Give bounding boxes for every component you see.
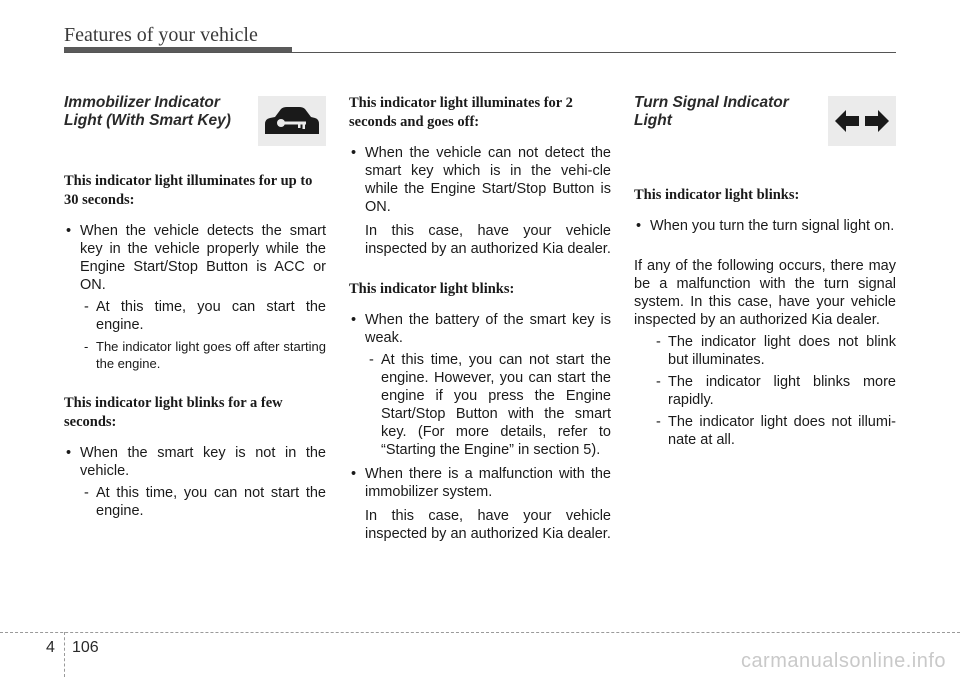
bullet-cannot-detect-key: • When the vehicle can not detect the smart key which is in the vehi-cle while the Engine Start/Stop Button is ON. [349, 144, 611, 216]
section-title-immobilizer: Immobilizer Indicator Light (With Smart Key) [64, 94, 231, 129]
footer-rule [0, 632, 960, 633]
dash-item: - At this time, you can not start the engine. However, you can start the engine if you press the Engine Start/Stop Button with the smart key. (For more details, refer to “Starting the Engine” in section 5). [369, 352, 611, 458]
section-title-row [64, 94, 326, 172]
page-number: 106 [72, 639, 99, 656]
immobilizer-indicator-icon-box [258, 96, 326, 146]
dash-item: - At this time, you can not start the engine. [84, 485, 326, 519]
column-turn-signal [634, 94, 896, 449]
immobilizer-lead-blinks: This indicator light blinks for a few seconds: [64, 395, 283, 430]
bullet-battery-weak: • When the battery of the smart key is weak. [349, 311, 611, 347]
malfunction-paragraph: If any of the following occurs, there may be a malfunction with the turn signal system. In this case, have your vehicle inspected by an authorized Kia dealer. [634, 258, 896, 328]
inspect-paragraph: In this case, have your vehicle inspected by an authorized Kia dealer. [365, 508, 611, 542]
bullet-immobilizer-malfunction: • When there is a malfunction with the immobilizer system. [349, 465, 611, 501]
turn-arrows-icon [833, 108, 891, 134]
bullet-detects-key: • When the vehicle detects the smart key in the vehicle properly while the Engine Start/Stop Button is ACC or ON. [64, 222, 326, 294]
watermark: carmanualsonline.info [740, 650, 946, 672]
immobilizer-lead-illuminates: This indicator light illuminates for up to 30 seconds: [64, 173, 313, 208]
footer-divider [64, 632, 65, 677]
bullet-turn-signal-on: • When you turn the turn signal light on. [634, 217, 896, 235]
lead-illuminates-2s: This indicator light illuminates for 2 seconds and goes off: [349, 95, 573, 130]
chapter-number: 4 [46, 639, 55, 656]
header-rule [64, 52, 896, 53]
car-key-icon [261, 104, 323, 138]
section-title-row [634, 94, 896, 186]
column-immobilizer-continued [349, 94, 611, 543]
dash-item: - The indicator light goes off after starting the engine. [84, 339, 326, 371]
dash-item: - The indicator light does not blink but illuminates. [656, 334, 896, 368]
lead-blinks: This indicator light blinks: [349, 281, 515, 297]
turn-signal-indicator-icon-box [828, 96, 896, 146]
column-immobilizer [64, 94, 326, 520]
section-title-turn-signal: Turn Signal Indicator Light [634, 94, 789, 129]
inspect-paragraph: In this case, have your vehicle inspected by an authorized Kia dealer. [365, 223, 611, 257]
turn-signal-lead-blinks: This indicator light blinks: [634, 187, 800, 203]
header-title: Features of your vehicle [64, 24, 258, 46]
dash-item: - The indicator light blinks more rapidly. [656, 374, 896, 408]
dash-item: - The indicator light does not illumi-nate at all. [656, 414, 896, 448]
bullet-key-not-in-vehicle: • When the smart key is not in the vehicle. [64, 444, 326, 480]
dash-item: - At this time, you can start the engine. [84, 299, 326, 333]
